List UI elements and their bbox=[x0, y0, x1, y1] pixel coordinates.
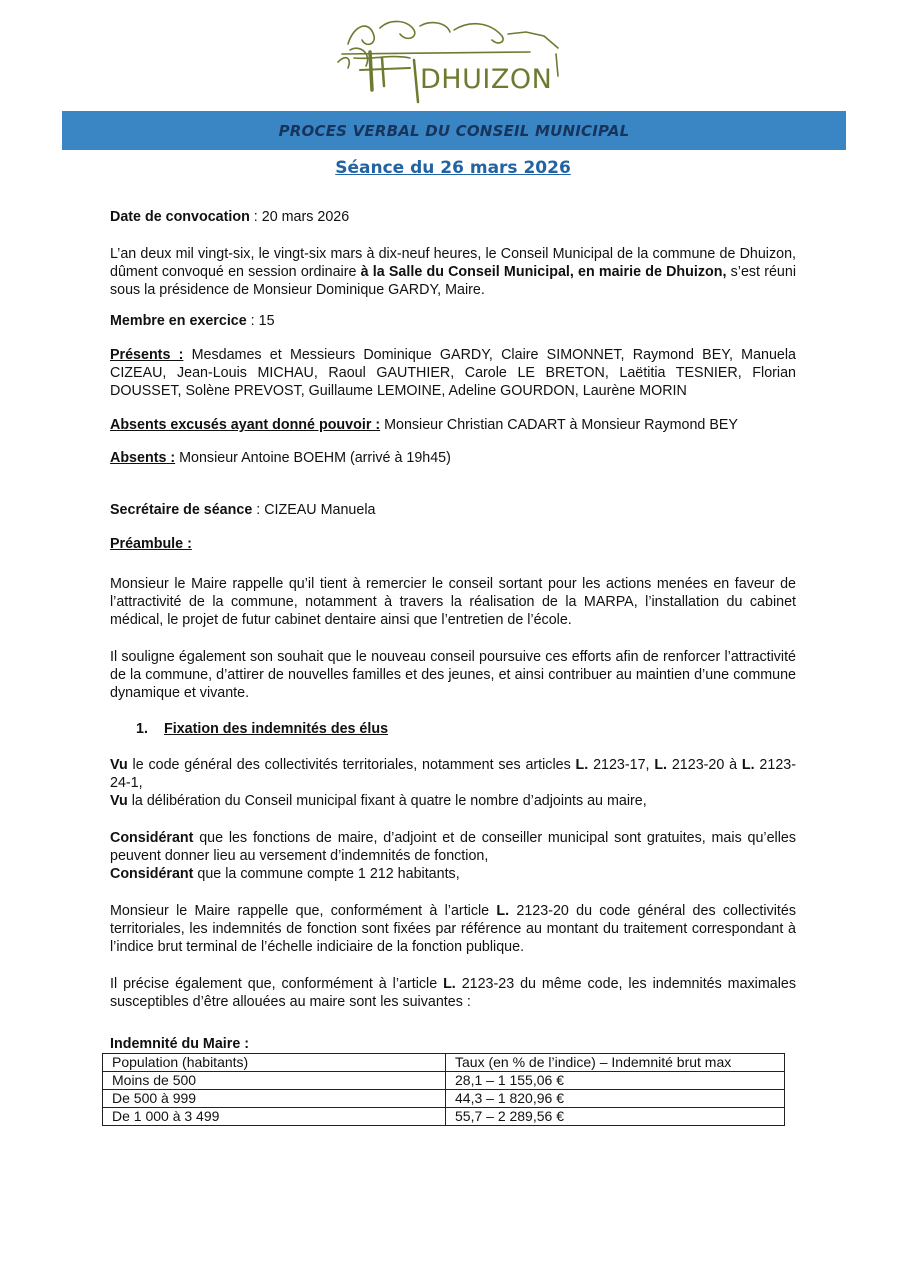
table-header-cell: Population (habitants) bbox=[103, 1054, 446, 1072]
secretaire-line: Secrétaire de séance : CIZEAU Manuela bbox=[110, 502, 376, 518]
absents-line: Absents : Monsieur Antoine BOEHM (arrivé à 19h45) bbox=[110, 450, 451, 466]
vu-paragraph-1: Vu le code général des collectivités territoriales, notamment ses articles L. 2123-17, L. 2123-20 à L. 2123-24-1, bbox=[110, 757, 796, 791]
table-cell: 55,7 – 2 289,56 € bbox=[446, 1108, 785, 1126]
table-cell: De 500 à 999 bbox=[103, 1090, 446, 1108]
title-banner bbox=[62, 111, 846, 150]
table-row bbox=[103, 1090, 785, 1108]
logo-wordmark: DHUIZON bbox=[420, 64, 553, 95]
considerant-paragraph-1: Considérant que les fonctions de maire, d’adjoint et de conseiller municipal sont gratuites, mais qu’elles peuvent donner lieu au versement d’indemnités de fonction, bbox=[110, 830, 796, 864]
dhuizon-logo bbox=[330, 14, 570, 110]
membres-line: Membre en exercice : 15 bbox=[110, 313, 275, 329]
table-row bbox=[103, 1108, 785, 1126]
table-row bbox=[103, 1072, 785, 1090]
session-title: Séance du 26 mars 2026 bbox=[335, 158, 571, 178]
table-header-cell: Taux (en % de l’indice) – Indemnité brut max bbox=[446, 1054, 785, 1072]
precise-paragraph: Il précise également que, conformément à l’article L. 2123-23 du même code, les indemnités maximales susceptibles d’être allouées au maire sont les suivantes : bbox=[110, 976, 796, 1010]
table-header-row bbox=[103, 1054, 785, 1072]
absents-pouvoir-line: Absents excusés ayant donné pouvoir : Monsieur Christian CADART à Monsieur Raymond BEY bbox=[110, 417, 738, 433]
intro-paragraph: L’an deux mil vingt-six, le vingt-six mars à dix-neuf heures, le Conseil Municipal de la commune de Dhuizon, dûment convoqué en session ordinaire à la Salle du Conseil Municipal, en mairie de Dhuizon, s’est réuni sous la présidence de Monsieur Dominique GARDY, Maire. bbox=[110, 246, 796, 298]
document-body bbox=[110, 208, 796, 1126]
document-title: PROCES VERBAL DU CONSEIL MUNICIPAL bbox=[278, 122, 630, 140]
table-cell: 28,1 – 1 155,06 € bbox=[446, 1072, 785, 1090]
section-1-heading: 1. Fixation des indemnités des élus bbox=[136, 721, 389, 737]
indemnite-maire-table bbox=[102, 1053, 785, 1126]
table-cell: 44,3 – 1 820,96 € bbox=[446, 1090, 785, 1108]
preambule-paragraph-1: Monsieur le Maire rappelle qu’il tient à remercier le conseil sortant pour les actions menées en faveur de l’attractivité de la commune, notamment à travers la réalisation de la MARPA, l’installation du cabinet médical, le projet de futur cabinet dentaire ainsi que l’entretien de l’école. bbox=[110, 576, 796, 628]
considerant-paragraph-2: Considérant que la commune compte 1 212 habitants, bbox=[110, 866, 460, 882]
preambule-paragraph-2: Il souligne également son souhait que le nouveau conseil poursuive ces efforts afin de renforcer l’attractivité de la commune, d’attirer de nouvelles familles et des jeunes, et ainsi contribuer au maintien d’une commune dynamique et vivante. bbox=[110, 649, 796, 701]
indemnite-maire-title: Indemnité du Maire : bbox=[110, 1036, 250, 1052]
rappel-paragraph: Monsieur le Maire rappelle que, conformément à l’article L. 2123-20 du code général des collectivités territoriales, les indemnités de fonction sont fixées par référence au montant du traitement correspondant à l’indice brut terminal de l’échelle indiciaire de la fonction publique. bbox=[110, 903, 796, 955]
vu-paragraph-2: Vu la délibération du Conseil municipal fixant à quatre le nombre d’adjoints au maire, bbox=[110, 793, 647, 809]
convocation-line: Date de convocation : 20 mars 2026 bbox=[110, 209, 350, 225]
table-cell: De 1 000 à 3 499 bbox=[103, 1108, 446, 1126]
table-cell: Moins de 500 bbox=[103, 1072, 446, 1090]
presents-paragraph: Présents : Mesdames et Messieurs Dominique GARDY, Claire SIMONNET, Raymond BEY, Manuela CIZEAU, Jean-Louis MICHAU, Raoul GAUTHIER, Carole LE BRETON, Laëtitia TESNIER, Florian DOUSSET, Solène PREVOST, Guillaume LEMOINE, Adeline GOURDON, Laurène MORIN bbox=[110, 347, 796, 399]
preambule-heading: Préambule : bbox=[110, 536, 192, 552]
